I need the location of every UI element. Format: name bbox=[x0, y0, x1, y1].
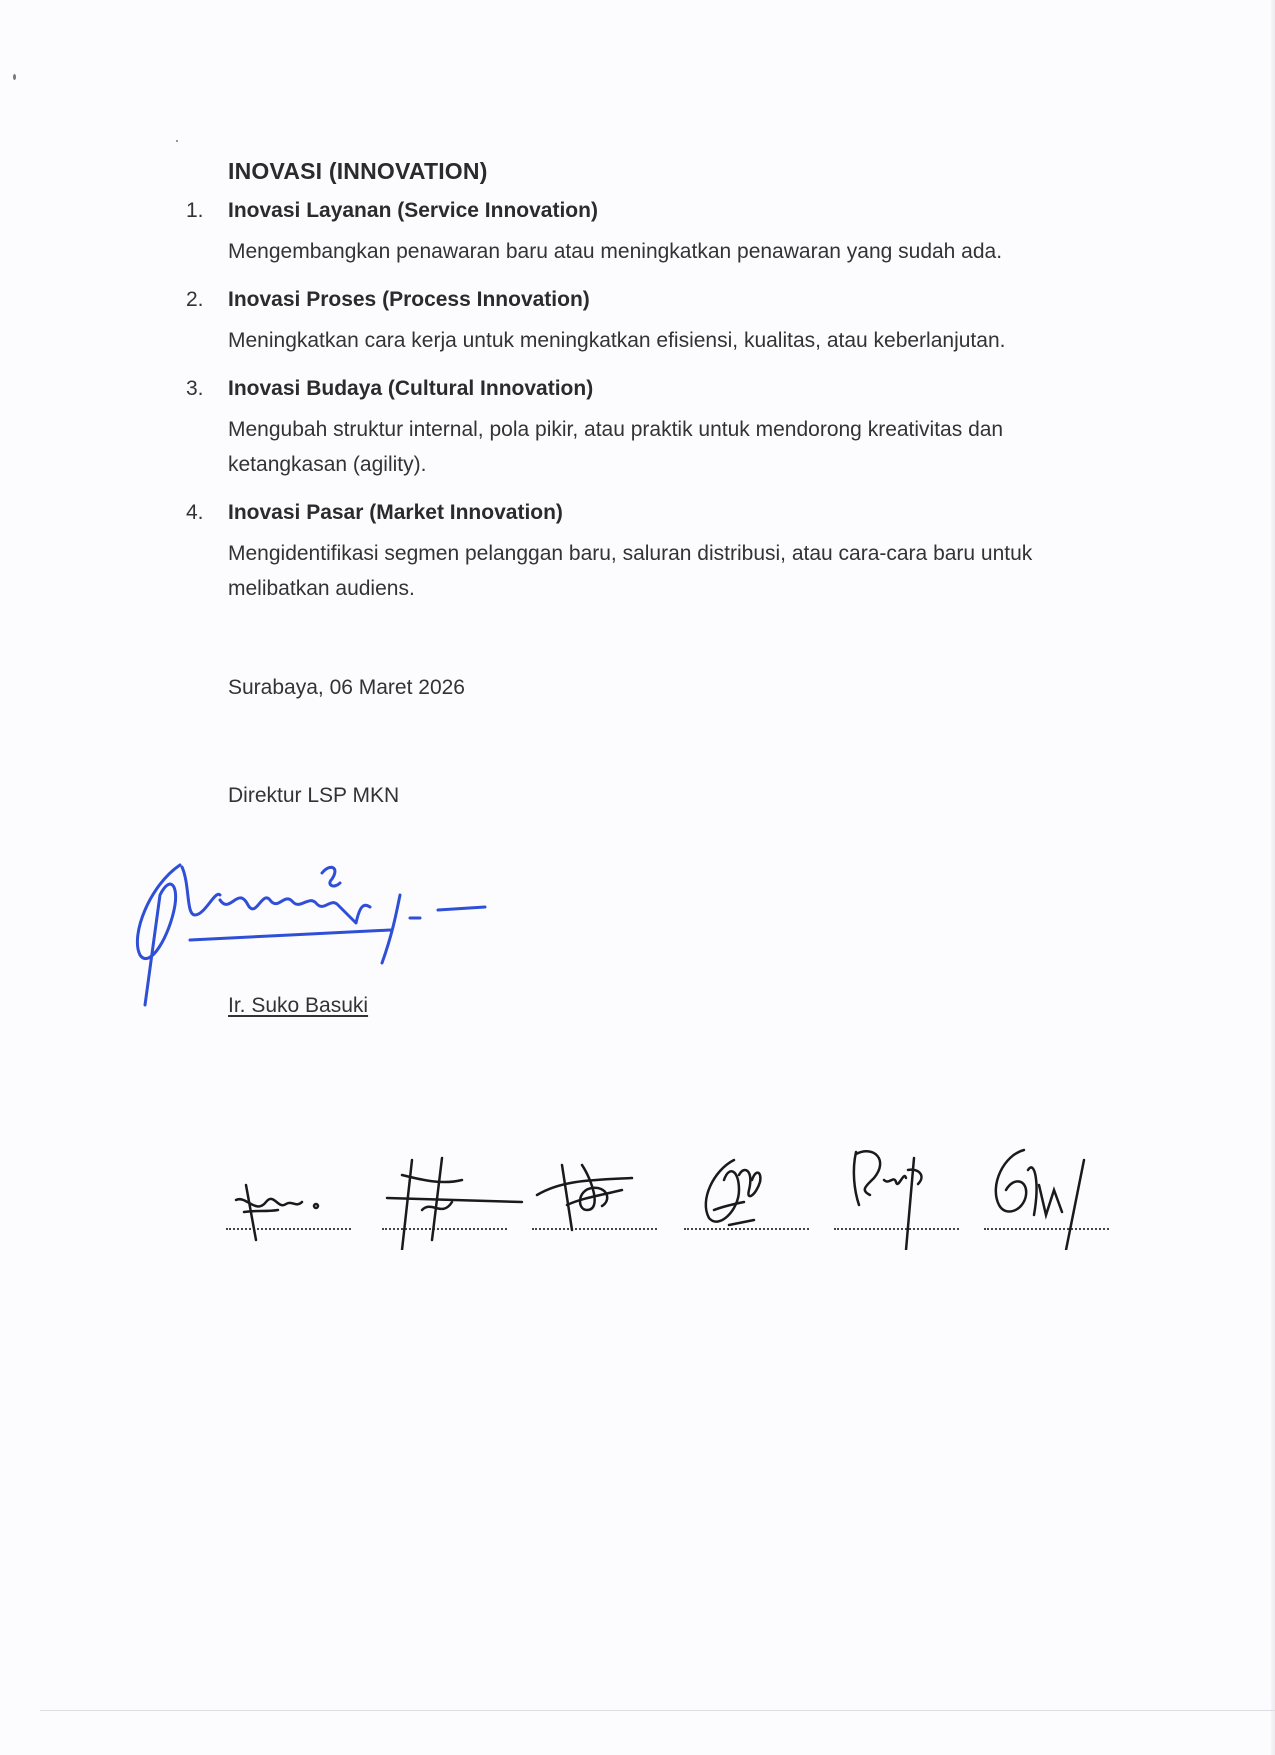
scan-speck bbox=[13, 74, 16, 80]
item-title: Inovasi Proses (Process Innovation) bbox=[228, 288, 590, 311]
item-number: 2. bbox=[186, 288, 204, 311]
item-title: Inovasi Pasar (Market Innovation) bbox=[228, 501, 563, 524]
scan-speck bbox=[176, 140, 178, 142]
signature-6 bbox=[984, 1140, 1134, 1250]
director-title: Direktur LSP MKN bbox=[228, 784, 400, 807]
item-description: Meningkatkan cara kerja untuk meningkatkan efisiensi, kualitas, atau keberlanjutan. bbox=[228, 329, 1006, 352]
item-description: Mengembangkan penawaran baru atau meningkatkan penawaran yang sudah ada. bbox=[228, 240, 1003, 263]
witness-signature-1 bbox=[226, 1140, 376, 1250]
witness-signature-4 bbox=[684, 1140, 834, 1250]
place-date: Surabaya, 06 Maret 2026 bbox=[228, 676, 465, 699]
item-description: Mengidentifikasi segmen pelanggan baru, saluran distribusi, atau cara-cara baru untuk melibatkan audiens. bbox=[228, 542, 1033, 600]
signature-1 bbox=[226, 1140, 376, 1250]
item-title: Inovasi Budaya (Cultural Innovation) bbox=[228, 377, 594, 400]
signature-3 bbox=[532, 1140, 682, 1250]
item-number: 3. bbox=[186, 377, 204, 400]
item-number: 4. bbox=[186, 501, 204, 524]
item-title: Inovasi Layanan (Service Innovation) bbox=[228, 199, 598, 222]
scan-artifact-line bbox=[40, 1710, 1275, 1711]
director-signature bbox=[120, 845, 500, 1015]
signature-2 bbox=[382, 1140, 532, 1250]
scan-edge bbox=[1271, 0, 1275, 1755]
signature-5 bbox=[834, 1140, 984, 1250]
item-description: Mengubah struktur internal, pola pikir, atau praktik untuk mendorong kreativitas dan ketangkasan (agility). bbox=[228, 418, 1004, 476]
section-heading: INOVASI (INNOVATION) bbox=[228, 158, 488, 184]
signature-4 bbox=[684, 1140, 834, 1250]
witness-signature-5 bbox=[834, 1140, 984, 1250]
item-number: 1. bbox=[186, 199, 204, 222]
witness-signature-2 bbox=[382, 1140, 532, 1250]
witness-signature-6 bbox=[984, 1140, 1134, 1250]
director-name: Ir. Suko Basuki bbox=[228, 994, 369, 1017]
witness-signature-3 bbox=[532, 1140, 682, 1250]
